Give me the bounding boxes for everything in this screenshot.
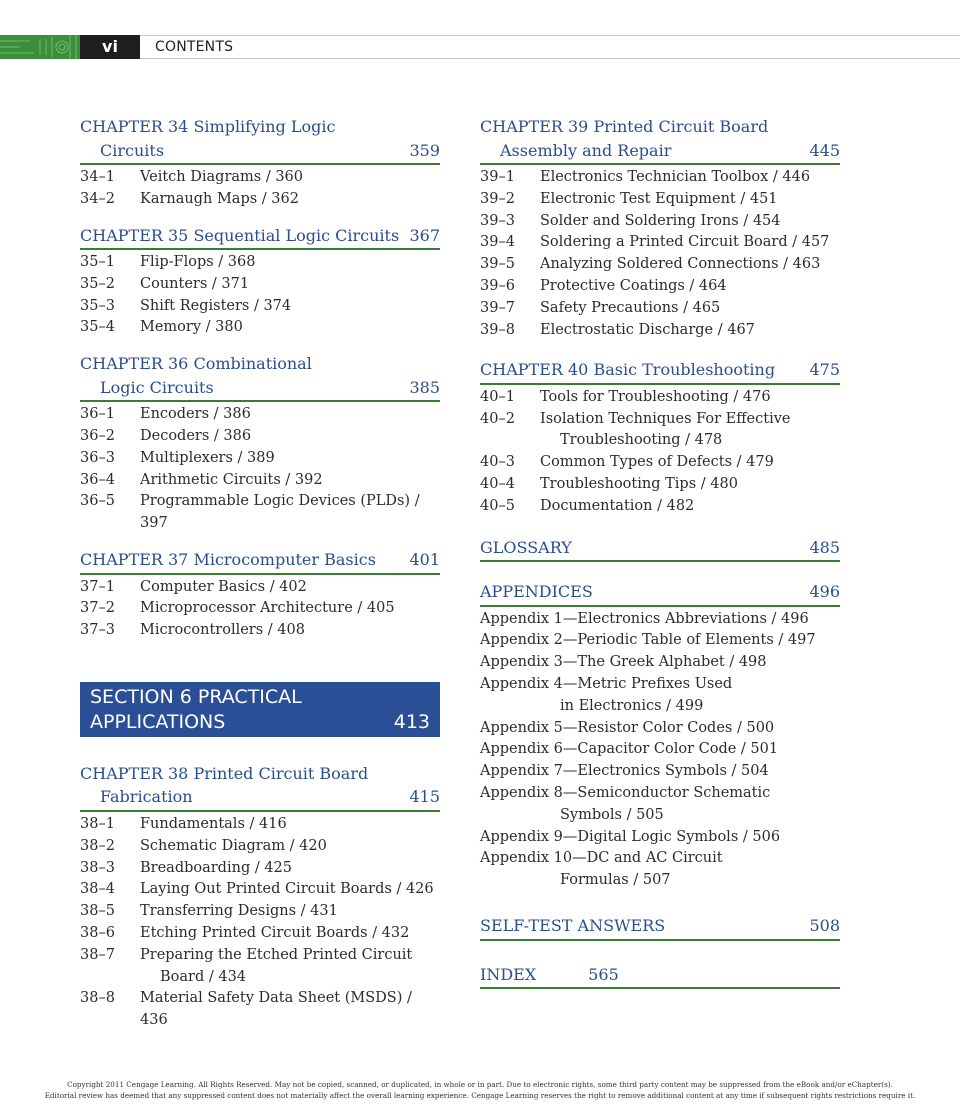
toc-entry[interactable] bbox=[80, 296, 440, 318]
entry-number: 35–2 bbox=[80, 275, 115, 292]
entry-text: Electronic Test Equipment / 451 bbox=[540, 190, 778, 207]
entry-number: 38–4 bbox=[80, 881, 115, 898]
toc-entry[interactable] bbox=[80, 988, 440, 1032]
entry-number: 37–3 bbox=[80, 622, 115, 639]
chapter-page: 508 bbox=[809, 916, 840, 936]
entry-text: Electronics Technician Toolbox / 446 bbox=[540, 169, 811, 185]
chapter-heading[interactable] bbox=[480, 358, 840, 385]
entry-text: Isolation Techniques For Effective bbox=[540, 410, 791, 427]
chapter-page: 496 bbox=[809, 582, 840, 602]
entry-number: 39–1 bbox=[480, 169, 515, 185]
copyright-line-2: Editorial review has deemed that any suppressed content does not materially affect the overall learning experience. Cengage Learning reserves the right to remove additional content at any time if subsequent rights restrictions require it. bbox=[44, 1091, 916, 1100]
chapter-title: CHAPTER 39 Printed Circuit Board bbox=[480, 117, 769, 136]
entry-text: Analyzing Soldered Connections / 463 bbox=[540, 256, 821, 273]
copyright-footer bbox=[0, 1079, 960, 1101]
chapter-heading[interactable] bbox=[480, 580, 840, 607]
chapter-title: GLOSSARY bbox=[480, 537, 572, 557]
chapter-page: 475 bbox=[809, 360, 840, 380]
toc-entry[interactable] bbox=[80, 491, 440, 535]
entry-text: Veitch Diagrams / 360 bbox=[140, 169, 303, 185]
chapter-title: CHAPTER 38 Printed Circuit Board bbox=[80, 763, 369, 783]
entry-text: Encoders / 386 bbox=[140, 406, 251, 423]
entry-number: 35–1 bbox=[80, 254, 115, 271]
entry-text: Preparing the Etched Printed Circuit bbox=[140, 946, 413, 963]
toc-entry[interactable] bbox=[480, 320, 840, 342]
entry-text: Laying Out Printed Circuit Boards / 426 bbox=[140, 881, 434, 898]
section-page: 413 bbox=[393, 710, 430, 733]
entry-text: Memory / 380 bbox=[140, 319, 243, 336]
entry-text: Flip-Flops / 368 bbox=[140, 254, 256, 271]
toc-left-column bbox=[80, 115, 440, 1045]
toc-entry[interactable] bbox=[480, 387, 840, 409]
page-number: vi bbox=[80, 35, 140, 59]
toc-entry[interactable] bbox=[80, 577, 440, 599]
chapter-page: 401 bbox=[409, 550, 440, 570]
appendix-entry[interactable]: Appendix 6—Capacitor Color Code / 501 bbox=[480, 741, 779, 758]
chapter-title-cont: Fabrication bbox=[100, 787, 193, 807]
toc-entry[interactable] bbox=[480, 474, 840, 496]
entry-text: Soldering a Printed Circuit Board / 457 bbox=[540, 234, 830, 251]
appendix-text: Appendix 8—Semiconductor Schematic bbox=[480, 785, 771, 802]
entry-number: 40–3 bbox=[480, 454, 515, 471]
chapter-page: 359 bbox=[409, 140, 440, 160]
toc-entry[interactable] bbox=[80, 189, 440, 211]
toc-entry[interactable] bbox=[480, 167, 840, 189]
entry-text: Decoders / 386 bbox=[140, 428, 252, 445]
entry-number: 39–7 bbox=[480, 299, 515, 316]
appendix-entry[interactable] bbox=[480, 783, 840, 827]
running-head: CONTENTS bbox=[155, 39, 234, 55]
entry-number: 36–4 bbox=[80, 471, 115, 488]
appendix-entry[interactable] bbox=[480, 674, 840, 718]
chapter-heading[interactable] bbox=[80, 548, 440, 575]
page-header bbox=[0, 35, 960, 59]
toc-entry[interactable] bbox=[80, 836, 440, 858]
chapter-40 bbox=[480, 358, 840, 517]
entry-number: 39–3 bbox=[480, 212, 515, 229]
toc-entry[interactable] bbox=[80, 448, 440, 470]
entry-number: 40–1 bbox=[480, 388, 515, 405]
toc-entry[interactable] bbox=[80, 252, 440, 274]
entry-number: 38–6 bbox=[80, 924, 115, 941]
glossary bbox=[480, 536, 840, 563]
entry-text: Transferring Designs / 431 bbox=[140, 903, 338, 920]
entry-number: 38–7 bbox=[80, 946, 115, 963]
toc-entry[interactable] bbox=[80, 923, 440, 945]
appendix-entry[interactable]: Appendix 1—Electronics Abbreviations / 496 bbox=[480, 610, 809, 627]
section-title: SECTION 6 PRACTICAL bbox=[90, 685, 302, 708]
chapter-page: 565 bbox=[588, 964, 619, 984]
entry-number: 35–3 bbox=[80, 297, 115, 314]
entry-text: Counters / 371 bbox=[140, 275, 250, 292]
entry-number: 39–4 bbox=[480, 234, 515, 251]
entry-number: 34–1 bbox=[80, 169, 115, 185]
toc-entry[interactable] bbox=[80, 945, 440, 989]
appendix-text: Appendix 10—DC and AC Circuit bbox=[480, 850, 723, 867]
entry-text: Troubleshooting Tips / 480 bbox=[540, 476, 738, 493]
toc-entry[interactable] bbox=[480, 409, 840, 453]
appendix-text-cont: in Electronics / 499 bbox=[560, 697, 704, 714]
entry-number: 37–1 bbox=[80, 578, 115, 595]
entry-text: Arithmetic Circuits / 392 bbox=[140, 471, 323, 488]
index bbox=[480, 963, 840, 990]
toc-entry[interactable] bbox=[480, 189, 840, 211]
appendix-text: Appendix 4—Metric Prefixes Used bbox=[480, 676, 733, 693]
copyright-line-1: Copyright 2011 Cengage Learning. All Rights Reserved. May not be copied, scanned, or duplicated, in whole or in part. Due to electronic rights, some third party content may be suppressed from the eBook and/or eChapter(s). bbox=[67, 1080, 893, 1089]
entry-text: Programmable Logic Devices (PLDs) / 397 bbox=[140, 493, 420, 532]
toc-entry[interactable] bbox=[80, 317, 440, 339]
entry-number: 39–6 bbox=[480, 277, 515, 294]
entry-text: Fundamentals / 416 bbox=[140, 815, 287, 832]
chapter-heading[interactable] bbox=[480, 963, 840, 990]
chapter-page: 385 bbox=[409, 377, 440, 397]
entry-text: Material Safety Data Sheet (MSDS) / 436 bbox=[140, 990, 412, 1029]
toc-entry[interactable] bbox=[80, 426, 440, 448]
appendix-text-cont: Symbols / 505 bbox=[560, 806, 664, 823]
chapter-page: 415 bbox=[409, 787, 440, 807]
entry-number: 34–2 bbox=[80, 190, 115, 207]
chapter-heading[interactable] bbox=[480, 536, 840, 563]
entry-number: 38–8 bbox=[80, 990, 115, 1007]
entry-text: Karnaugh Maps / 362 bbox=[140, 190, 299, 207]
section-title-cont: APPLICATIONS bbox=[90, 710, 226, 733]
toc-right-column bbox=[480, 115, 840, 1002]
entry-text-cont: Troubleshooting / 478 bbox=[560, 432, 723, 449]
chapter-title: INDEX bbox=[480, 964, 537, 984]
chapter-title-cont: Logic Circuits bbox=[100, 377, 214, 397]
entry-number: 38–1 bbox=[80, 815, 115, 832]
entry-number: 38–5 bbox=[80, 903, 115, 920]
entry-text: Microprocessor Architecture / 405 bbox=[140, 600, 395, 617]
toc-entry[interactable] bbox=[480, 496, 840, 518]
entry-number: 36–5 bbox=[80, 493, 115, 510]
appendix-entry[interactable]: Appendix 2—Periodic Table of Elements / 497 bbox=[480, 632, 816, 649]
chapter-heading[interactable] bbox=[80, 762, 440, 812]
toc-entry[interactable] bbox=[80, 274, 440, 296]
appendices bbox=[480, 580, 840, 892]
entry-text: Computer Basics / 402 bbox=[140, 578, 307, 595]
appendix-entry[interactable] bbox=[480, 848, 840, 892]
toc-entry[interactable] bbox=[80, 470, 440, 492]
chapter-heading[interactable] bbox=[80, 352, 440, 402]
chapter-page: 445 bbox=[809, 140, 840, 160]
toc-entry[interactable] bbox=[80, 620, 440, 642]
appendix-entry[interactable]: Appendix 9—Digital Logic Symbols / 506 bbox=[480, 828, 781, 845]
entry-number: 36–3 bbox=[80, 449, 115, 466]
entry-text: Documentation / 482 bbox=[540, 497, 695, 514]
entry-number: 39–2 bbox=[480, 190, 515, 207]
entry-number: 36–2 bbox=[80, 428, 115, 445]
entry-text: Breadboarding / 425 bbox=[140, 859, 293, 876]
toc-entry[interactable] bbox=[480, 452, 840, 474]
entry-text: Multiplexers / 389 bbox=[140, 449, 275, 466]
entry-text: Shift Registers / 374 bbox=[140, 297, 292, 314]
chapter-title: CHAPTER 40 Basic Troubleshooting bbox=[480, 360, 776, 380]
entry-text: Safety Precautions / 465 bbox=[540, 299, 721, 316]
chapter-37 bbox=[80, 548, 440, 642]
toc-entry[interactable] bbox=[480, 298, 840, 320]
self-test-answers bbox=[480, 914, 840, 941]
toc-entry[interactable] bbox=[480, 211, 840, 233]
appendix-text-cont: Formulas / 507 bbox=[560, 872, 671, 889]
entry-number: 38–3 bbox=[80, 859, 115, 876]
chapter-heading[interactable] bbox=[80, 115, 440, 165]
toc-entry[interactable] bbox=[80, 404, 440, 426]
chapter-title: APPENDICES bbox=[480, 582, 593, 602]
chapter-heading[interactable] bbox=[80, 224, 440, 251]
chapter-title: CHAPTER 37 Microcomputer Basics bbox=[80, 550, 376, 570]
chapter-34 bbox=[80, 115, 440, 211]
chapter-heading[interactable] bbox=[480, 914, 840, 941]
entry-text: Schematic Diagram / 420 bbox=[140, 837, 327, 854]
chapter-title: SELF-TEST ANSWERS bbox=[480, 916, 666, 936]
chapter-title-cont: Assembly and Repair bbox=[500, 140, 672, 160]
entry-number: 39–8 bbox=[480, 321, 515, 338]
toc-entry[interactable] bbox=[480, 232, 840, 254]
appendix-entry[interactable]: Appendix 7—Electronics Symbols / 504 bbox=[480, 763, 769, 780]
chapter-page: 367 bbox=[409, 225, 440, 245]
entry-number: 39–5 bbox=[480, 256, 515, 273]
chapter-35 bbox=[80, 224, 440, 340]
entry-text-cont: Board / 434 bbox=[160, 968, 247, 985]
entry-number: 40–4 bbox=[480, 476, 515, 493]
entry-text: Microcontrollers / 408 bbox=[140, 622, 305, 639]
toc-entry[interactable] bbox=[80, 858, 440, 880]
chapter-36 bbox=[80, 352, 440, 535]
chapter-38 bbox=[80, 762, 440, 1032]
chapter-39 bbox=[480, 115, 840, 341]
entry-text: Etching Printed Circuit Boards / 432 bbox=[140, 924, 410, 941]
toc-entry[interactable] bbox=[80, 167, 440, 189]
chapter-title: CHAPTER 36 Combinational bbox=[80, 354, 312, 374]
entry-number: 37–2 bbox=[80, 600, 115, 617]
toc-entry[interactable] bbox=[80, 598, 440, 620]
toc-entry[interactable] bbox=[80, 879, 440, 901]
chapter-heading[interactable] bbox=[480, 115, 840, 165]
entry-number: 36–1 bbox=[80, 406, 115, 423]
entry-text: Solder and Soldering Irons / 454 bbox=[540, 212, 781, 229]
header-rule-top bbox=[140, 35, 960, 36]
appendix-entry[interactable]: Appendix 5—Resistor Color Codes / 500 bbox=[480, 719, 775, 736]
entry-text: Common Types of Defects / 479 bbox=[540, 454, 774, 471]
toc-entry[interactable] bbox=[80, 901, 440, 923]
entry-number: 38–2 bbox=[80, 837, 115, 854]
toc-entry[interactable] bbox=[480, 276, 840, 298]
header-rule-bottom bbox=[140, 58, 960, 59]
appendix-entry[interactable]: Appendix 3—The Greek Alphabet / 498 bbox=[480, 654, 767, 671]
entry-number: 40–5 bbox=[480, 497, 515, 514]
chapter-title-cont: Circuits bbox=[100, 140, 165, 160]
circuit-pattern-icon bbox=[0, 35, 80, 59]
entry-number: 35–4 bbox=[80, 319, 115, 336]
entry-text: Tools for Troubleshooting / 476 bbox=[540, 388, 771, 405]
entry-text: Electrostatic Discharge / 467 bbox=[540, 321, 755, 338]
chapter-title: CHAPTER 35 Sequential Logic Circuits bbox=[80, 225, 400, 245]
toc-entry[interactable] bbox=[80, 814, 440, 836]
entry-text: Protective Coatings / 464 bbox=[540, 277, 727, 294]
section-6-banner[interactable] bbox=[80, 682, 440, 737]
chapter-title: CHAPTER 34 Simplifying Logic bbox=[80, 117, 336, 136]
chapter-page: 485 bbox=[809, 537, 840, 557]
entry-number: 40–2 bbox=[480, 410, 515, 427]
toc-entry[interactable] bbox=[480, 254, 840, 276]
